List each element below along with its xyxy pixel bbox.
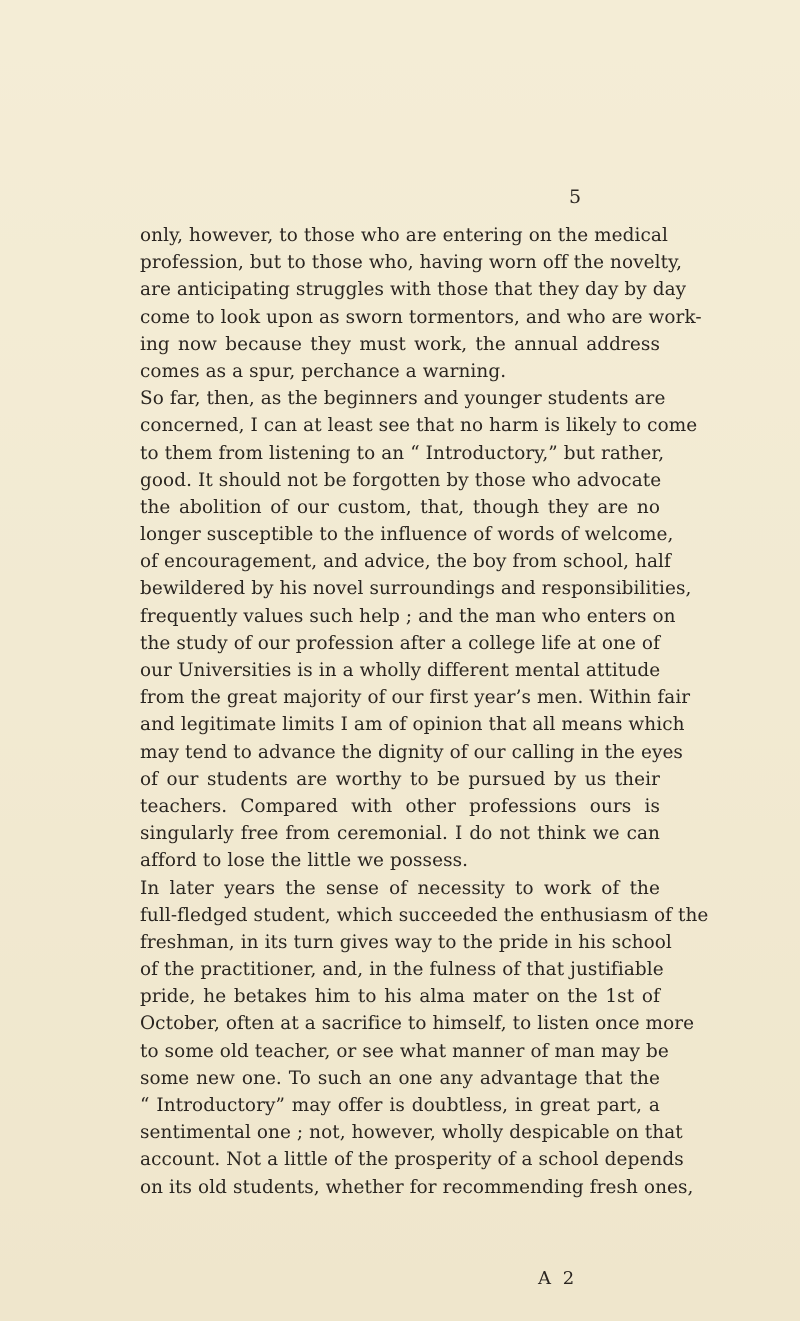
text-line: freshman, in its turn gives way to the pride in his school [140,931,672,953]
text-line: the study of our profession after a college life at one of [140,632,660,654]
text-line: pride, he betakes him to his alma mater on the 1st of [140,986,660,1008]
text-line: afford to lose the little we possess. [140,850,469,872]
text-line: concerned, I can at least see that no harm is likely to come [140,415,698,437]
text-line: may tend to advance the dignity of our calling in the eyes [140,741,683,763]
text-line: frequently values such help ; and the man who enters on [140,605,676,627]
text-line: teachers. Compared with other professions ours is [140,795,660,817]
text-line: ing now because they must work, the annual address [140,333,660,355]
text-line: only, however, to those who are entering on the medical [140,225,668,246]
text-line: longer susceptible to the influence of words of welcome, [140,524,674,546]
body-text [140,222,709,1201]
text-line: profession, but to those who, having worn off the novelty, [140,252,683,274]
text-line: and legitimate limits I am of opinion that all means which [140,714,685,736]
text-line: to some old teacher, or see what manner of man may be [140,1040,669,1062]
text-line: full-fledged student, which succeeded the enthusiasm of the [140,904,709,926]
text-line: of our students are worthy to be pursued by us their [140,768,660,790]
text-line: of the practitioner, and, in the fulness of that justifiable [140,959,664,981]
text-line: of encouragement, and advice, the boy from school, half [140,551,671,573]
text-line: bewildered by his novel surroundings and responsibilities, [140,578,692,600]
text-line: our Universities is in a wholly different mental attitude [140,660,661,681]
text-line: In later years the sense of necessity to work of the [140,877,660,899]
text-line: So far, then, as the beginners and younger students are [140,388,666,410]
text-line: come to look upon as sworn tormentors, and who are work- [140,306,702,328]
text-line: comes as a spur, perchance a warning. [140,360,507,382]
text-line: the abolition of our custom, that, though they are no [140,496,660,518]
text-line: “ Introductory” may offer is doubtless, in great part, a [140,1095,660,1116]
signature-mark: A 2 [538,1268,578,1289]
text-line: some new one. To such an one any advantage that the [140,1067,660,1089]
text-line: sentimental one ; not, however, wholly despicable on that [140,1122,683,1144]
text-line: October, often at a sacrifice to himself, to listen once more [140,1013,695,1035]
text-line: are anticipating struggles with those that they day by day [140,279,687,301]
text-line: account. Not a little of the prosperity of a school depends [140,1149,684,1171]
text-line: on its old students, whether for recommending fresh ones, [140,1176,694,1198]
text-line: from the great majority of our first year’s men. Within fair [140,687,691,709]
page-number: 5 [568,186,582,208]
text-line: good. It should not be forgotten by those who advocate [140,469,662,491]
text-line: to them from listening to an “ Introductory,” but rather, [140,442,665,464]
text-line: singularly free from ceremonial. I do not think we can [140,823,660,845]
